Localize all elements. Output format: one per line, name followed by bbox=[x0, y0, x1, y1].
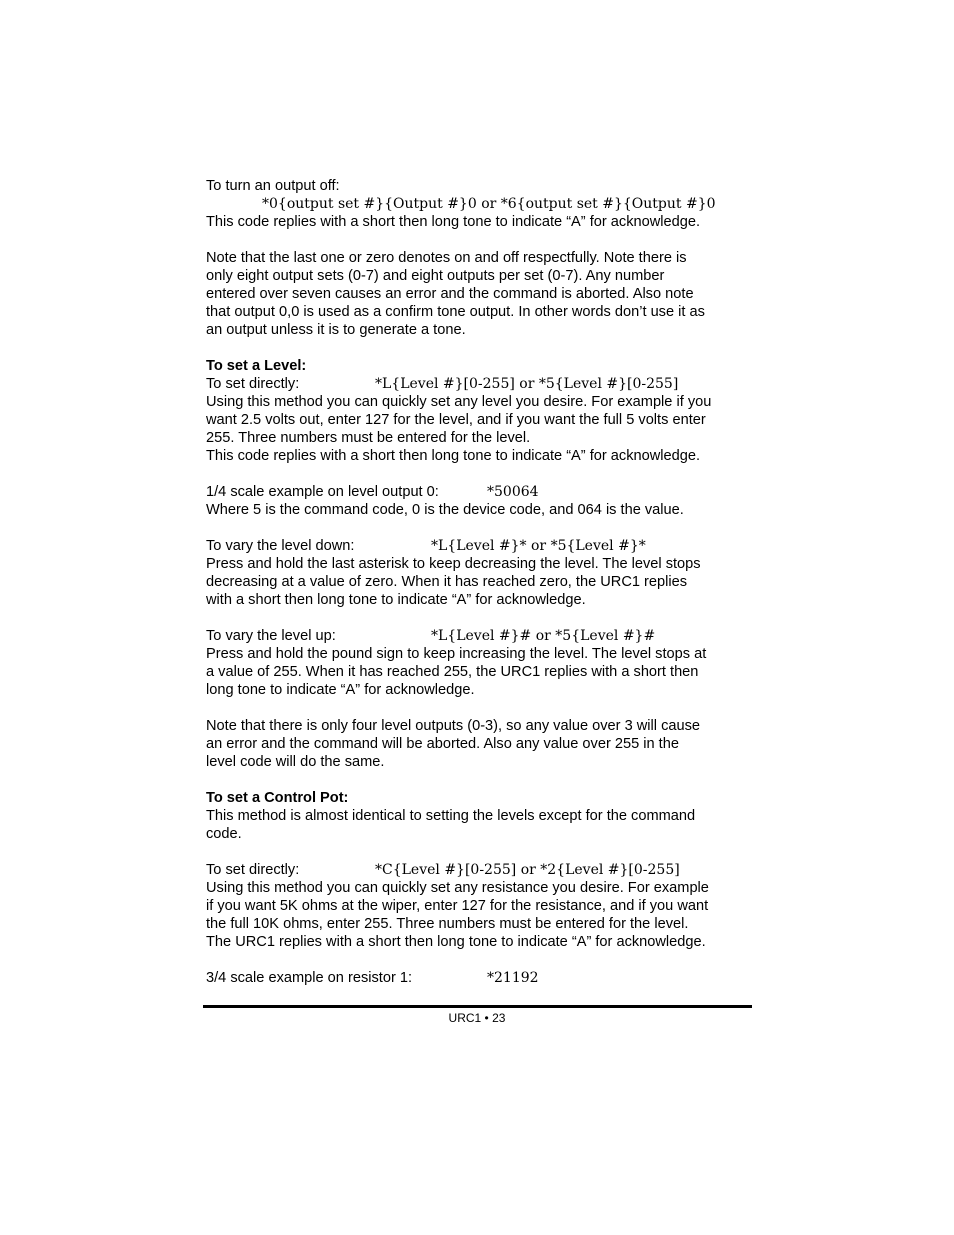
level-down-code: *L{Level #}* or *5{Level #}* bbox=[431, 538, 646, 554]
level-down-desc: decreasing at a value of zero. When it has reached zero, the URC1 replies bbox=[206, 574, 688, 590]
pot-heading: To set a Control Pot: bbox=[206, 790, 349, 806]
level-up-code: *L{Level #}# or *5{Level #}# bbox=[431, 628, 656, 644]
turn-off-reply: This code replies with a short then long tone to indicate “A” for acknowledge. bbox=[206, 214, 701, 230]
pot-intro: code. bbox=[206, 826, 242, 842]
level-direct-desc: want 2.5 volts out, enter 127 for the level, and if you want the full 5 volts enter bbox=[206, 412, 706, 428]
level-direct-desc: This code replies with a short then long tone to indicate “A” for acknowledge. bbox=[206, 448, 701, 464]
pot-example-code: *21192 bbox=[487, 970, 539, 986]
level-direct-label: To set directly: bbox=[206, 376, 300, 392]
note1-line: only eight output sets (0-7) and eight outputs per set (0-7). Any number bbox=[206, 268, 665, 284]
level-down-desc: Press and hold the last asterisk to keep decreasing the level. The level stops bbox=[206, 556, 701, 572]
level-down-label: To vary the level down: bbox=[206, 538, 355, 554]
page-content bbox=[206, 177, 754, 987]
level-down-desc: with a short then long tone to indicate “A” for acknowledge. bbox=[206, 592, 586, 608]
level-up-desc: a value of 255. When it has reached 255, the URC1 replies with a short then bbox=[206, 664, 699, 680]
note1-line: Note that the last one or zero denotes on and off respectfully. Note there is bbox=[206, 250, 687, 266]
level-note: an error and the command will be aborted. Also any value over 255 in the bbox=[206, 736, 679, 752]
page-footer: URC1 • 23 bbox=[448, 1011, 506, 1025]
pot-direct-code: *C{Level #}[0-255] or *2{Level #}[0-255] bbox=[375, 862, 680, 878]
pot-intro: This method is almost identical to setting the levels except for the command bbox=[206, 808, 696, 824]
level-direct-code: *L{Level #}[0-255] or *5{Level #}[0-255] bbox=[375, 376, 679, 392]
pot-direct-desc: the full 10K ohms, enter 255. Three numbers must be entered for the level. bbox=[206, 916, 689, 932]
pot-direct-desc: Using this method you can quickly set any resistance you desire. For example bbox=[206, 880, 709, 896]
pot-direct-desc: The URC1 replies with a short then long tone to indicate “A” for acknowledge. bbox=[206, 934, 706, 950]
level-example-code: *50064 bbox=[487, 484, 539, 500]
footer-rule bbox=[203, 1005, 752, 1008]
level-note: Note that there is only four level outputs (0-3), so any value over 3 will cause bbox=[206, 718, 701, 734]
level-up-desc: Press and hold the pound sign to keep increasing the level. The level stops at bbox=[206, 646, 707, 662]
note1-line: that output 0,0 is used as a confirm tone output. In other words don’t use it as bbox=[206, 304, 705, 320]
level-direct-desc: Using this method you can quickly set any level you desire. For example if you bbox=[206, 394, 712, 410]
level-note: level code will do the same. bbox=[206, 754, 385, 770]
level-up-desc: long tone to indicate “A” for acknowledge. bbox=[206, 682, 475, 698]
note1-line: an output unless it is to generate a tone. bbox=[206, 322, 466, 338]
pot-direct-desc: if you want 5K ohms at the wiper, enter 127 for the resistance, and if you want bbox=[206, 898, 709, 914]
level-example-desc: Where 5 is the command code, 0 is the device code, and 064 is the value. bbox=[206, 502, 684, 518]
pot-example-label: 3/4 scale example on resistor 1: bbox=[206, 970, 413, 986]
pot-direct-label: To set directly: bbox=[206, 862, 300, 878]
level-example-label: 1/4 scale example on level output 0: bbox=[206, 484, 439, 500]
turn-off-intro: To turn an output off: bbox=[206, 178, 340, 194]
level-direct-desc: 255. Three numbers must be entered for the level. bbox=[206, 430, 531, 446]
level-up-label: To vary the level up: bbox=[206, 628, 336, 644]
note1-line: entered over seven causes an error and the command is aborted. Also note bbox=[206, 286, 694, 302]
turn-off-code: *0{output set #}{Output #}0 or *6{output set #}{Output #}0 bbox=[262, 196, 716, 212]
level-heading: To set a Level: bbox=[206, 358, 307, 374]
